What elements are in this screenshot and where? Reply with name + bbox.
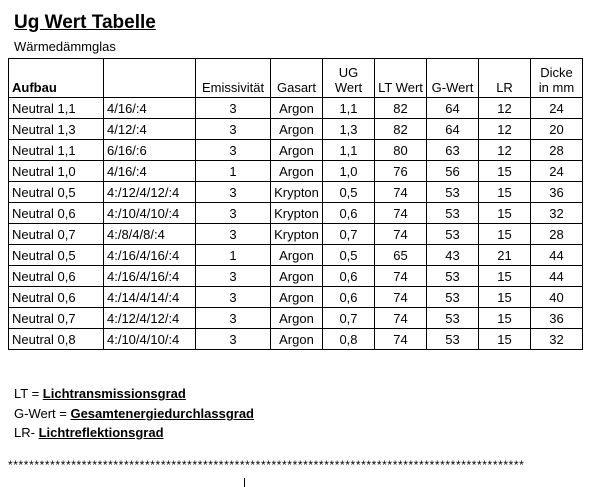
cell-structure: 4:/12/4/12/:4	[104, 308, 196, 329]
legend-lr-term: Lichtreflektionsgrad	[38, 425, 164, 440]
cell-ug-value: 0,5	[323, 245, 375, 266]
document-title: Ug Wert Tabelle	[14, 12, 156, 33]
cell-g-value: 53	[427, 287, 479, 308]
cell-ug-value: 0,6	[323, 203, 375, 224]
cell-emissivity: 3	[196, 308, 271, 329]
cell-lr: 15	[479, 161, 531, 182]
cell-structure: 4:/10/4/10/:4	[104, 203, 196, 224]
cell-structure: 4:/8/4/8/:4	[104, 224, 196, 245]
table-header-row	[9, 59, 583, 98]
cell-gas-type: Argon	[271, 266, 323, 287]
cell-structure: 4:/16/4/16/:4	[104, 245, 196, 266]
cell-lt-value: 74	[375, 203, 427, 224]
cell-g-value: 43	[427, 245, 479, 266]
cell-aufbau: Neutral 1,1	[9, 140, 104, 161]
cell-lr: 15	[479, 182, 531, 203]
cell-ug-value: 1,1	[323, 98, 375, 119]
cell-emissivity: 3	[196, 182, 271, 203]
cell-g-value: 53	[427, 329, 479, 350]
cell-thickness: 24	[531, 161, 583, 182]
cell-thickness: 24	[531, 98, 583, 119]
cell-aufbau: Neutral 0,5	[9, 245, 104, 266]
cell-ug-value: 0,7	[323, 308, 375, 329]
table-row	[9, 119, 583, 140]
cell-g-value: 56	[427, 161, 479, 182]
cell-lr: 15	[479, 287, 531, 308]
table-row	[9, 140, 583, 161]
header-emissivity: Emissivität	[196, 59, 271, 98]
asterisk-separator: **************************************************************************************************	[8, 458, 525, 472]
cell-thickness: 28	[531, 224, 583, 245]
cell-thickness: 36	[531, 308, 583, 329]
cell-lr: 12	[479, 140, 531, 161]
cell-g-value: 53	[427, 308, 479, 329]
table-row	[9, 266, 583, 287]
cell-aufbau: Neutral 0,6	[9, 287, 104, 308]
cell-g-value: 53	[427, 224, 479, 245]
cell-gas-type: Krypton	[271, 203, 323, 224]
cell-lr: 21	[479, 245, 531, 266]
cell-lt-value: 74	[375, 266, 427, 287]
table-row	[9, 161, 583, 182]
cell-lt-value: 74	[375, 224, 427, 245]
ug-value-table	[8, 58, 583, 350]
cell-gas-type: Argon	[271, 98, 323, 119]
cell-aufbau: Neutral 0,6	[9, 203, 104, 224]
cell-thickness: 32	[531, 329, 583, 350]
table-row	[9, 203, 583, 224]
table-row	[9, 224, 583, 245]
cell-thickness: 36	[531, 182, 583, 203]
legend-g-value	[14, 406, 254, 421]
cell-gas-type: Argon	[271, 287, 323, 308]
cell-structure: 4:/10/4/10/:4	[104, 329, 196, 350]
cell-aufbau: Neutral 0,8	[9, 329, 104, 350]
cell-lr: 15	[479, 329, 531, 350]
cell-gas-type: Krypton	[271, 182, 323, 203]
cell-structure: 4:/14/4/14/:4	[104, 287, 196, 308]
cell-lt-value: 74	[375, 287, 427, 308]
cell-lt-value: 82	[375, 98, 427, 119]
cell-ug-value: 0,8	[323, 329, 375, 350]
cell-ug-value: 0,5	[323, 182, 375, 203]
cell-lt-value: 76	[375, 161, 427, 182]
cell-lt-value: 74	[375, 308, 427, 329]
cell-g-value: 53	[427, 203, 479, 224]
cell-thickness: 44	[531, 266, 583, 287]
cell-emissivity: 3	[196, 98, 271, 119]
document-subtitle: Wärmedämmglas	[14, 39, 116, 54]
header-structure	[104, 59, 196, 98]
header-lr: LR	[479, 59, 531, 98]
cell-gas-type: Argon	[271, 308, 323, 329]
cell-gas-type: Argon	[271, 119, 323, 140]
legend-g-value-term: Gesamtenergiedurchlassgrad	[70, 406, 254, 421]
cell-emissivity: 1	[196, 161, 271, 182]
cell-ug-value: 0,6	[323, 266, 375, 287]
cell-thickness: 32	[531, 203, 583, 224]
legend-lr-prefix: LR-	[14, 425, 39, 440]
cell-lt-value: 74	[375, 182, 427, 203]
table-row	[9, 98, 583, 119]
cell-emissivity: 3	[196, 266, 271, 287]
cell-structure: 4/16/:4	[104, 98, 196, 119]
cell-gas-type: Argon	[271, 140, 323, 161]
header-ug-value: UG Wert	[323, 59, 375, 98]
table-row	[9, 182, 583, 203]
cell-ug-value: 1,0	[323, 161, 375, 182]
cell-g-value: 53	[427, 266, 479, 287]
cell-structure: 4/12/:4	[104, 119, 196, 140]
cell-structure: 6/16/:6	[104, 140, 196, 161]
cell-emissivity: 3	[196, 287, 271, 308]
cell-emissivity: 3	[196, 119, 271, 140]
cell-g-value: 63	[427, 140, 479, 161]
cell-lr: 12	[479, 98, 531, 119]
cell-aufbau: Neutral 0,6	[9, 266, 104, 287]
cell-ug-value: 0,7	[323, 224, 375, 245]
cell-g-value: 64	[427, 98, 479, 119]
cell-lr: 12	[479, 119, 531, 140]
cell-structure: 4:/12/4/12/:4	[104, 182, 196, 203]
cell-structure: 4/16/:4	[104, 161, 196, 182]
cell-aufbau: Neutral 0,5	[9, 182, 104, 203]
header-lt-value: LT Wert	[375, 59, 427, 98]
cell-g-value: 64	[427, 119, 479, 140]
cell-ug-value: 0,6	[323, 287, 375, 308]
cell-lt-value: 82	[375, 119, 427, 140]
cell-lr: 15	[479, 266, 531, 287]
cell-emissivity: 3	[196, 329, 271, 350]
cell-aufbau: Neutral 1,1	[9, 98, 104, 119]
cell-structure: 4:/16/4/16/:4	[104, 266, 196, 287]
cell-emissivity: 3	[196, 224, 271, 245]
cell-lt-value: 80	[375, 140, 427, 161]
legend-lt-term: Lichtransmissionsgrad	[42, 386, 186, 401]
cell-gas-type: Argon	[271, 329, 323, 350]
table-row	[9, 287, 583, 308]
legend-lt	[14, 386, 186, 401]
header-thickness: Dicke in mm	[531, 59, 583, 98]
legend-lt-prefix: LT =	[14, 386, 43, 401]
cell-lr: 15	[479, 308, 531, 329]
cell-gas-type: Argon	[271, 161, 323, 182]
cell-lr: 15	[479, 224, 531, 245]
cell-emissivity: 3	[196, 140, 271, 161]
cell-thickness: 28	[531, 140, 583, 161]
cell-ug-value: 1,3	[323, 119, 375, 140]
cell-aufbau: Neutral 0,7	[9, 224, 104, 245]
cell-lr: 15	[479, 203, 531, 224]
cell-gas-type: Argon	[271, 245, 323, 266]
legend-g-value-prefix: G-Wert =	[14, 406, 71, 421]
cell-gas-type: Krypton	[271, 224, 323, 245]
cell-emissivity: 1	[196, 245, 271, 266]
cell-emissivity: 3	[196, 203, 271, 224]
cell-ug-value: 1,1	[323, 140, 375, 161]
header-gas-type: Gasart	[271, 59, 323, 98]
cell-thickness: 40	[531, 287, 583, 308]
cell-thickness: 20	[531, 119, 583, 140]
cell-aufbau: Neutral 1,3	[9, 119, 104, 140]
table-row	[9, 245, 583, 266]
cell-g-value: 53	[427, 182, 479, 203]
table-row	[9, 308, 583, 329]
cell-lt-value: 74	[375, 329, 427, 350]
table-body	[9, 98, 583, 350]
header-aufbau: Aufbau	[9, 59, 104, 98]
cell-aufbau: Neutral 1,0	[9, 161, 104, 182]
header-g-value: G-Wert	[427, 59, 479, 98]
table-row	[9, 329, 583, 350]
cell-lt-value: 65	[375, 245, 427, 266]
legend-lr	[14, 425, 164, 440]
cell-aufbau: Neutral 0,7	[9, 308, 104, 329]
cell-thickness: 44	[531, 245, 583, 266]
